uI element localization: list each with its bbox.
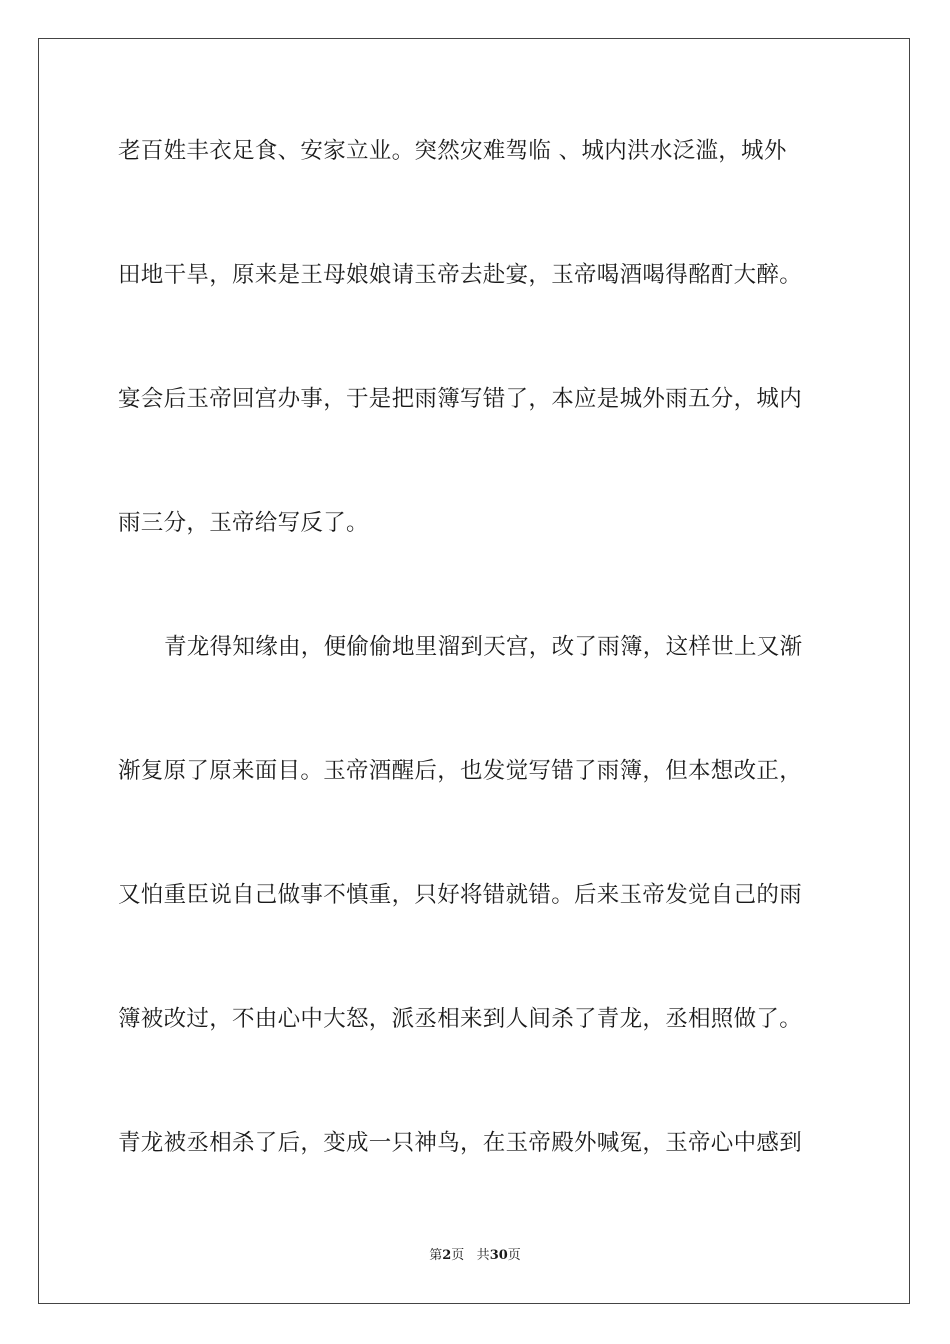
paragraph-line-3: 宴会后玉帝回宫办事，于是把雨簿写错了，本应是城外雨五分，城内 (118, 386, 803, 412)
footer-page-number: 2 (442, 1248, 452, 1263)
footer-total-suffix: 页 (507, 1248, 521, 1263)
paragraph-line-8: 簿被改过，不由心中大怒，派丞相来到人间杀了青龙，丞相照做了。 (118, 1006, 803, 1032)
footer-total-pages: 30 (489, 1248, 508, 1263)
paragraph-line-4: 雨三分，玉帝给写反了。 (118, 510, 369, 536)
paragraph-line-7: 又怕重臣说自己做事不慎重，只好将错就错。后来玉帝发觉自己的雨 (118, 882, 803, 908)
paragraph-line-5: 青龙得知缘由，便偷偷地里溜到天宫，改了雨簿，这样世上又渐 (164, 634, 803, 660)
paragraph-line-6: 渐复原了原来面目。玉帝酒醒后，也发觉写错了雨簿，但本想改正， (118, 758, 803, 784)
paragraph-line-2: 田地干旱，原来是王母娘娘请玉帝去赴宴，玉帝喝酒喝得酩酊大醉。 (118, 262, 803, 288)
footer-total-prefix: 共 (476, 1248, 490, 1263)
paragraph-line-9: 青龙被丞相杀了后，变成一只神鸟，在玉帝殿外喊冤，玉帝心中感到 (118, 1130, 803, 1156)
page-border (38, 38, 910, 1304)
paragraph-line-1: 老百姓丰衣足食、安家立业。突然灾难驾临 、城内洪水泛滥，城外 (118, 138, 787, 164)
footer-page-suffix: 页 (451, 1248, 465, 1263)
footer-page-prefix: 第 (429, 1248, 443, 1263)
page-footer (0, 1247, 950, 1265)
